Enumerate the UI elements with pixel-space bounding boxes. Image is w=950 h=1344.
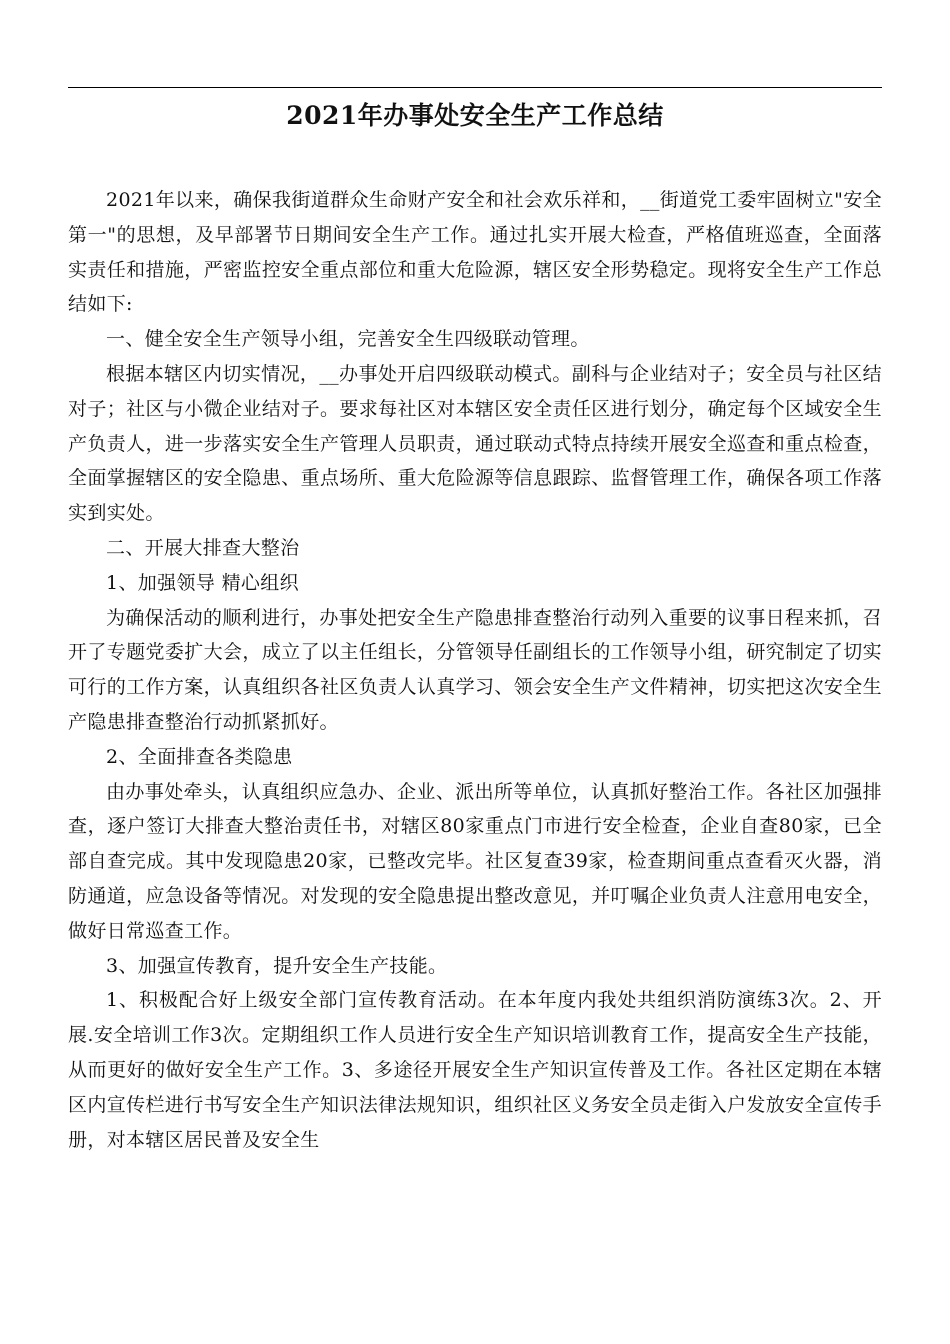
document-title: 2021年办事处安全生产工作总结	[286, 101, 664, 130]
paragraph-2-3: 1、积极配合好上级安全部门宣传教育活动。在本年度内我处共组织消防演练3次。2、开展.安全培训工作3次。定期组织工作人员进行安全生产知识培训教育工作，提高安全生产技能，从而更好的做好安全生产工作。3、多途径开展安全生产知识宣传普及工作。各社区定期在本辖区内宣传栏进行书写安全生产知识法律法规知识，组织社区义务安全员走街入户发放安全宣传手册，对本辖区居民普及安全生	[68, 989, 882, 1151]
paragraph-2-1: 为确保活动的顺利进行，办事处把安全生产隐患排查整治行动列入重要的议事日程来抓，召开了专题党委扩大会，成立了以主任组长，分管领导任副组长的工作领导小组，研究制定了切实可行的工作方案，认真组织各社区负责人认真学习、领会安全生产文件精神，切实把这次安全生产隐患排查整治行动抓紧抓好。	[68, 606, 882, 733]
paragraph-section-1: 根据本辖区内切实情况，__办事处开启四级联动模式。副科与企业结对子；安全员与社区结对子；社区与小微企业结对子。要求每社区对本辖区安全责任区进行划分，确定每个区域安全生产负责人，进一步落实安全生产管理人员职责，通过联动式特点持续开展安全巡查和重点检查，全面掌握辖区的安全隐患、重点场所、重大危险源等信息跟踪、监督管理工作，确保各项工作落实到实处。	[68, 362, 882, 525]
paragraph-2-2: 由办事处牵头，认真组织应急办、企业、派出所等单位，认真抓好整治工作。各社区加强排查，逐户签订大排查大整治责任书，对辖区80家重点门市进行安全检查，企业自查80家，已全部自查完成。其中发现隐患20家，已整改完毕。社区复查39家，检查期间重点查看灭火器，消防通道，应急设备等情况。对发现的安全隐患提出整改意见，并叮嘱企业负责人注意用电安全，做好日常巡查工作。	[68, 780, 882, 942]
subheading-2-1: 1、加强领导 精心组织	[106, 571, 299, 594]
document-body	[68, 183, 882, 1157]
subheading-2-2: 2、全面排查各类隐患	[106, 745, 293, 768]
section-heading-1: 一、健全安全生产领导小组，完善安全生四级联动管理。	[106, 328, 590, 351]
paragraph-intro: 2021年以来，确保我街道群众生命财产安全和社会欢乐祥和，__街道党工委牢固树立"安全第一"的思想，及早部署节日期间安全生产工作。通过扎实开展大检查，严格值班巡查，全面落实责任和措施，严密监控安全重点部位和重大危险源，辖区安全形势稳定。现将安全生产工作总结如下:	[68, 189, 882, 316]
subheading-2-3: 3、加强宣传教育，提升安全生产技能。	[106, 954, 448, 977]
section-heading-2: 二、开展大排查大整治	[106, 536, 300, 559]
header-rule	[68, 87, 882, 88]
